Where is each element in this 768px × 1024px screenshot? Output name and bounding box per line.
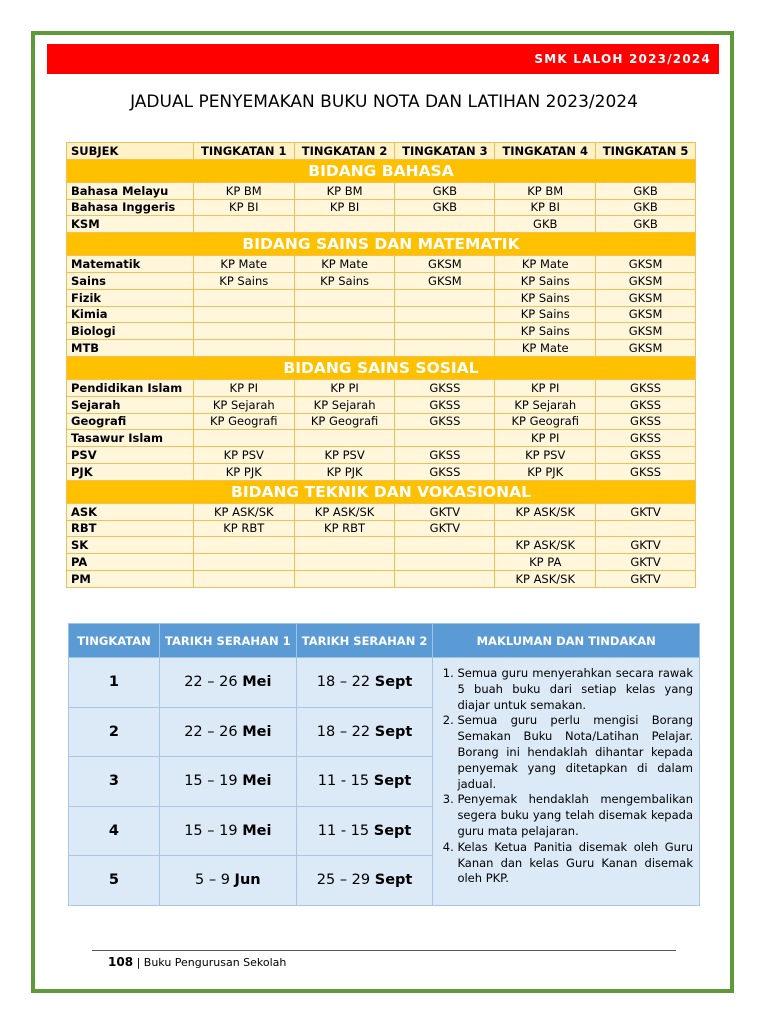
reviewer-cell: KP PI [193,379,294,396]
notes-cell [433,658,700,906]
tarikh-serahan-2-cell [296,856,433,906]
date-range: 5 – 9 [195,872,230,889]
tarikh-serahan-1-cell [159,806,296,856]
table-row [67,199,696,216]
table-row [67,256,696,273]
submission-header-row [69,624,700,658]
reviewer-cell: KP Mate [193,256,294,273]
date-range: 15 – 19 [184,773,238,790]
schedule-header-cell: TINGKATAN 5 [596,143,696,160]
reviewer-cell: GKTV [596,537,696,554]
footer [108,955,286,969]
date-month: Mei [242,674,272,691]
reviewer-cell [294,570,395,587]
subject-cell: PM [67,570,194,587]
subject-cell: MTB [67,340,194,357]
reviewer-cell: KP Sejarah [193,396,294,413]
date-range: 18 – 22 [316,723,371,740]
table-row [67,570,696,587]
reviewer-cell [193,289,294,306]
table-row [67,396,696,413]
reviewer-cell: GKTV [395,520,495,537]
reviewer-cell [395,289,495,306]
date-month: Sept [373,822,412,839]
reviewer-cell [193,323,294,340]
date-month: Mei [242,822,272,839]
subject-cell: PSV [67,447,194,464]
table-row [67,503,696,520]
date-range: 22 – 26 [184,723,238,740]
header-tarikh-2: TARIKH SERAHAN 2 [296,624,433,658]
reviewer-cell: KP ASK/SK [495,570,596,587]
table-row [67,520,696,537]
section-title: BIDANG SAINS SOSIAL [67,356,696,379]
table-row [67,306,696,323]
subject-cell: SK [67,537,194,554]
tingkatan-cell: 4 [69,806,160,856]
date-month: Mei [242,773,272,790]
footer-divider [92,950,676,951]
subject-cell: PA [67,554,194,571]
reviewer-cell [395,216,495,233]
section-title: BIDANG TEKNIK DAN VOKASIONAL [67,480,696,503]
table-row [67,413,696,430]
reviewer-cell [193,554,294,571]
section-title: BIDANG SAINS DAN MATEMATIK [67,233,696,256]
tarikh-serahan-2-cell [296,806,433,856]
reviewer-cell: KP Sains [495,323,596,340]
reviewer-cell: KP PJK [294,463,395,480]
date-range: 11 - 15 [317,773,370,790]
reviewer-cell [596,520,696,537]
reviewer-cell: GKSS [596,463,696,480]
reviewer-cell [193,216,294,233]
reviewer-cell: GKB [395,182,495,199]
reviewer-cell: KP Sejarah [294,396,395,413]
reviewer-cell: GKSM [596,340,696,357]
reviewer-cell: KP Sains [294,272,395,289]
reviewer-cell: KP Geografi [495,413,596,430]
tarikh-serahan-1-cell [159,658,296,708]
reviewer-cell: GKSS [596,447,696,464]
note-item: 1. Semua guru menyerahkan secara rawak 5 buah buku dari setiap kelas yang diajar untuk semakan. [457,666,693,713]
footer-separator: | [136,956,141,969]
table-row [67,272,696,289]
reviewer-cell: GKSM [596,256,696,273]
table-row [67,340,696,357]
reviewer-cell [193,430,294,447]
reviewer-cell: GKSM [596,289,696,306]
reviewer-cell: KP BM [294,182,395,199]
reviewer-cell: KP PSV [193,447,294,464]
reviewer-cell: KP PJK [495,463,596,480]
subject-cell: ASK [67,503,194,520]
schedule-header-cell: TINGKATAN 1 [193,143,294,160]
schedule-header-cell: TINGKATAN 2 [294,143,395,160]
reviewer-cell: GKSS [596,413,696,430]
table-row [67,463,696,480]
reviewer-cell [193,537,294,554]
reviewer-cell: KP Sains [193,272,294,289]
reviewer-cell: KP ASK/SK [193,503,294,520]
table-row [67,379,696,396]
reviewer-cell: GKB [596,182,696,199]
table-row [67,216,696,233]
reviewer-cell: GKTV [596,503,696,520]
subject-cell: Kimia [67,306,194,323]
reviewer-cell: GKSS [395,396,495,413]
reviewer-cell: KP PSV [495,447,596,464]
tarikh-serahan-1-cell [159,757,296,807]
reviewer-cell: GKSS [395,379,495,396]
reviewer-cell [294,554,395,571]
reviewer-cell: KP RBT [193,520,294,537]
reviewer-cell: KP Sains [495,306,596,323]
reviewer-cell [395,340,495,357]
tarikh-serahan-2-cell [296,757,433,807]
reviewer-cell: GKSS [395,463,495,480]
reviewer-cell [395,570,495,587]
tingkatan-cell: 5 [69,856,160,906]
note-item: 4. Kelas Ketua Panitia disemak oleh Guru Kanan dan kelas Guru Kanan disemak oleh PKP. [457,840,693,887]
section-header-row [67,480,696,503]
reviewer-cell: GKSM [395,256,495,273]
subject-cell: Tasawur Islam [67,430,194,447]
note-item: 3. Penyemak hendaklah mengembalikan segera buku yang telah disemak kepada guru mata pelajaran. [457,792,693,839]
header-tarikh-1: TARIKH SERAHAN 1 [159,624,296,658]
reviewer-cell: GKSS [596,396,696,413]
reviewer-cell: GKSM [596,272,696,289]
reviewer-cell: KP BI [495,199,596,216]
reviewer-cell: GKTV [596,554,696,571]
date-range: 18 – 22 [316,674,371,691]
reviewer-cell [495,520,596,537]
page-title: JADUAL PENYEMAKAN BUKU NOTA DAN LATIHAN 2023/2024 [130,92,638,112]
tingkatan-cell: 2 [69,707,160,757]
reviewer-cell: KP PSV [294,447,395,464]
reviewer-cell [193,306,294,323]
table-row [67,182,696,199]
reviewer-cell [395,323,495,340]
subject-cell: PJK [67,463,194,480]
reviewer-cell: KP PI [495,379,596,396]
reviewer-cell [294,289,395,306]
date-range: 11 - 15 [317,822,370,839]
table-row [67,323,696,340]
banner-text: SMK LALOH 2023/2024 [534,52,711,66]
reviewer-cell: KP PJK [193,463,294,480]
tingkatan-cell: 1 [69,658,160,708]
subject-cell: Sains [67,272,194,289]
table-row [67,289,696,306]
footer-text: Buku Pengurusan Sekolah [143,956,287,969]
date-month: Jun [234,872,261,889]
header-makluman: MAKLUMAN DAN TINDAKAN [433,624,700,658]
tarikh-serahan-1-cell [159,856,296,906]
reviewer-cell: KP Geografi [294,413,395,430]
reviewer-cell: GKSS [596,430,696,447]
reviewer-cell: KP Mate [495,256,596,273]
schedule-header-row [67,143,696,160]
section-header-row [67,356,696,379]
date-range: 22 – 26 [184,674,238,691]
note-item: 2. Semua guru perlu mengisi Borang Semakan Buku Nota/Latihan Pelajar. Borang ini hendaklah dihantar kepada penyemak yang ditetapkan di dalam jadual. [457,713,693,792]
tarikh-serahan-1-cell [159,707,296,757]
reviewer-cell [395,554,495,571]
date-month: Sept [374,872,413,889]
table-row [67,430,696,447]
reviewer-cell [294,323,395,340]
reviewer-cell: KP PI [294,379,395,396]
reviewer-cell: GKSS [395,413,495,430]
reviewer-cell: GKB [495,216,596,233]
tingkatan-cell: 3 [69,757,160,807]
schedule-header-cell: TINGKATAN 3 [395,143,495,160]
notes-list [437,666,693,887]
schedule-header-cell: TINGKATAN 4 [495,143,596,160]
reviewer-cell [294,430,395,447]
reviewer-cell: KP Sains [495,272,596,289]
reviewer-cell: GKTV [395,503,495,520]
subject-cell: Geografi [67,413,194,430]
reviewer-cell: KP BI [193,199,294,216]
reviewer-cell [395,306,495,323]
subject-cell: Bahasa Melayu [67,182,194,199]
reviewer-cell: KP Sejarah [495,396,596,413]
subject-cell: Bahasa Inggeris [67,199,194,216]
date-range: 25 – 29 [316,872,371,889]
subject-cell: Sejarah [67,396,194,413]
reviewer-cell: KP Mate [294,256,395,273]
reviewer-cell [193,570,294,587]
tarikh-serahan-2-cell [296,658,433,708]
reviewer-cell [395,430,495,447]
subject-cell: Fizik [67,289,194,306]
reviewer-cell [294,537,395,554]
reviewer-cell: KP PI [495,430,596,447]
date-range: 15 – 19 [184,822,238,839]
reviewer-cell: KP ASK/SK [294,503,395,520]
reviewer-cell: KP BM [495,182,596,199]
reviewer-cell [193,340,294,357]
subject-cell: RBT [67,520,194,537]
subject-cell: KSM [67,216,194,233]
review-schedule-table [66,142,696,588]
schedule-header-cell: SUBJEK [67,143,194,160]
reviewer-cell: GKB [395,199,495,216]
date-month: Sept [374,723,413,740]
table-row [67,537,696,554]
school-banner [47,44,719,74]
section-header-row [67,233,696,256]
date-month: Mei [242,723,272,740]
submission-table [68,623,700,906]
reviewer-cell: KP RBT [294,520,395,537]
reviewer-cell [294,306,395,323]
date-month: Sept [374,674,413,691]
reviewer-cell: KP PA [495,554,596,571]
reviewer-cell: KP ASK/SK [495,537,596,554]
table-row [67,447,696,464]
table-row [69,658,700,708]
section-title: BIDANG BAHASA [67,159,696,182]
reviewer-cell [294,340,395,357]
reviewer-cell [294,216,395,233]
subject-cell: Matematik [67,256,194,273]
tarikh-serahan-2-cell [296,707,433,757]
reviewer-cell: GKSS [395,447,495,464]
reviewer-cell: KP BM [193,182,294,199]
reviewer-cell: KP Geografi [193,413,294,430]
reviewer-cell [395,537,495,554]
page-number: 108 [108,955,134,969]
date-month: Sept [373,773,412,790]
reviewer-cell: GKSM [395,272,495,289]
reviewer-cell: KP Mate [495,340,596,357]
reviewer-cell: KP BI [294,199,395,216]
reviewer-cell: GKSS [596,379,696,396]
subject-cell: Biologi [67,323,194,340]
reviewer-cell: GKSM [596,306,696,323]
table-row [67,554,696,571]
section-header-row [67,159,696,182]
reviewer-cell: GKB [596,199,696,216]
reviewer-cell: KP Sains [495,289,596,306]
reviewer-cell: GKB [596,216,696,233]
subject-cell: Pendidikan Islam [67,379,194,396]
reviewer-cell: GKSM [596,323,696,340]
reviewer-cell: KP ASK/SK [495,503,596,520]
reviewer-cell: GKTV [596,570,696,587]
header-tingkatan: TINGKATAN [69,624,160,658]
